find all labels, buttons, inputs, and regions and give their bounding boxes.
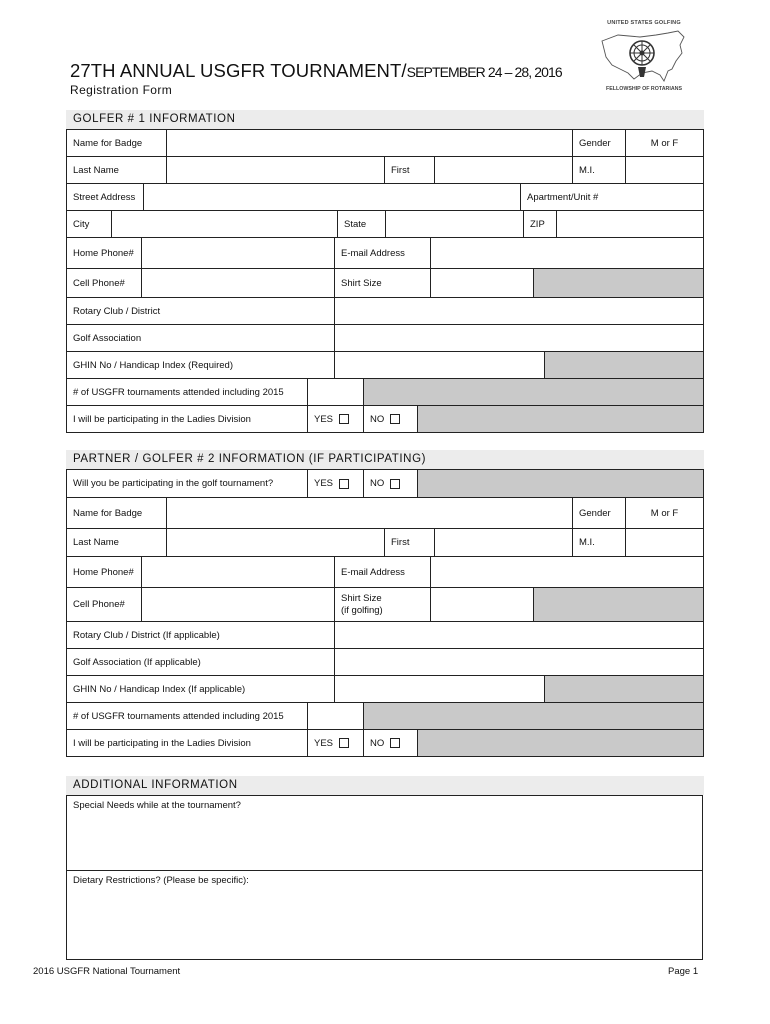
first-name-input[interactable] [435,157,573,184]
shirt-size-input[interactable] [431,269,534,298]
no-label: NO [370,737,385,749]
footer-title: 2016 USGFR National Tournament [33,966,181,977]
ghin-label: GHIN No / Handicap Index (Required) [67,352,335,379]
no-checkbox[interactable] [390,414,400,424]
gender-label: Gender [573,130,626,157]
ladies-no-option[interactable] [364,730,418,757]
yes-label: YES [314,737,334,749]
participating-yes-option[interactable] [308,470,364,498]
ladies-yes-option[interactable] [308,406,364,433]
cell-phone-input[interactable] [142,588,335,622]
golfer1-attendance-table [66,378,704,433]
page-title [70,60,562,82]
golfer1-address-table [66,183,704,211]
shaded-cell [418,470,704,498]
gender-options[interactable]: M or F [626,130,704,157]
mi-label: M.I. [573,529,626,557]
yes-checkbox[interactable] [339,479,349,489]
shirt-size-note: (if golfing) [341,604,383,616]
rotary-club-input[interactable] [335,622,704,649]
page-number: Page 1 [668,966,699,977]
rotary-club-label: Rotary Club / District [67,298,335,325]
logo-bottom-text: FELLOWSHIP OF ROTARIANS [605,86,683,92]
email-label: E-mail Address [335,557,431,588]
cell-phone-label: Cell Phone# [67,588,142,622]
shaded-cell [534,588,704,622]
dietary-restrictions-box[interactable] [66,870,703,960]
last-name-label: Last Name [67,529,167,557]
shaded-cell [545,352,704,379]
logo-top-text: UNITED STATES GOLFING [607,20,681,26]
golfer2-section-header: PARTNER / GOLFER # 2 INFORMATION (IF PARTICIPATING) [66,450,704,469]
yes-checkbox[interactable] [339,414,349,424]
shirt-size-label [335,588,431,622]
tournaments-attended-input[interactable] [308,703,364,730]
rotary-club-label: Rotary Club / District (If applicable) [67,622,335,649]
cell-phone-input[interactable] [142,269,335,298]
title-main: 27TH ANNUAL USGFR TOURNAMENT/ [70,60,407,81]
street-address-input[interactable] [144,184,521,211]
name-for-badge-input[interactable] [167,130,573,157]
ghin-input[interactable] [335,676,545,703]
apartment-label-text: Apartment/Unit # [527,191,599,203]
ladies-division-label: I will be participating in the Ladies Division [67,406,308,433]
first-label: First [385,529,435,557]
mi-label: M.I. [573,157,626,184]
page-subtitle: Registration Form [70,83,173,97]
last-name-label: Last Name [67,157,167,184]
yes-label: YES [314,478,334,489]
name-for-badge-label: Name for Badge [67,498,167,529]
mi-input[interactable] [626,157,704,184]
yes-label: YES [314,413,334,425]
home-phone-input[interactable] [142,557,335,588]
golfer1-table-top [66,129,704,184]
golf-association-input[interactable] [335,325,704,352]
rotary-wheel-usa-map-icon [598,27,690,87]
golfer1-club-table [66,297,704,379]
golf-association-input[interactable] [335,649,704,676]
first-label: First [385,157,435,184]
dietary-restrictions-label: Dietary Restrictions? (Please be specific): [73,875,249,886]
last-name-input[interactable] [167,157,385,184]
shaded-cell [545,676,704,703]
home-phone-label: Home Phone# [67,557,142,588]
apartment-label [521,184,704,211]
email-label: E-mail Address [335,238,431,269]
cell-phone-label: Cell Phone# [67,269,142,298]
name-for-badge-label: Name for Badge [67,130,167,157]
city-label: City [67,211,112,238]
golfer2-name-table [66,497,704,557]
home-phone-input[interactable] [142,238,335,269]
shaded-cell [418,406,704,433]
home-phone-label: Home Phone# [67,238,142,269]
golfer2-contact-table [66,556,704,622]
special-needs-box[interactable] [66,795,703,871]
shaded-cell [418,730,704,757]
no-label: NO [370,413,385,425]
gender-label: Gender [573,498,626,529]
tournaments-attended-label: # of USGFR tournaments attended including 2015 [67,703,308,730]
shirt-size-label: Shirt Size [335,269,431,298]
golfer1-contact-table [66,237,704,298]
golf-association-label: Golf Association (If applicable) [67,649,335,676]
golf-association-label: Golf Association [67,325,335,352]
last-name-input[interactable] [167,529,385,557]
usgfr-logo [594,20,694,95]
shaded-cell [364,703,704,730]
shirt-size-text: Shirt Size [341,592,382,604]
no-checkbox[interactable] [390,738,400,748]
yes-checkbox[interactable] [339,738,349,748]
tournaments-attended-label: # of USGFR tournaments attended including 2015 [67,379,308,406]
shaded-cell [364,379,704,406]
email-input[interactable] [431,557,704,588]
golfer1-city-table [66,210,704,238]
rotary-club-input[interactable] [335,298,704,325]
title-date: SEPTEMBER 24 – 28, 2016 [406,64,562,80]
street-address-label: Street Address [67,184,144,211]
shirt-size-input[interactable] [431,588,534,622]
no-label: NO [370,478,385,489]
golfer2-club-table [66,621,704,703]
ladies-no-option[interactable] [364,406,418,433]
state-label: State [338,211,386,238]
golfer2-participation-table [66,469,704,498]
ladies-division-label: I will be participating in the Ladies Division [67,730,308,757]
ghin-input[interactable] [335,352,545,379]
no-checkbox[interactable] [390,479,400,489]
ladies-yes-option[interactable] [308,730,364,757]
participating-no-option[interactable] [364,470,418,498]
special-needs-label: Special Needs while at the tournament? [73,800,241,811]
shaded-cell [534,269,704,298]
additional-section-header: ADDITIONAL INFORMATION [66,776,704,795]
zip-label: ZIP [524,211,557,238]
participating-label: Will you be participating in the golf tournament? [67,470,308,498]
golfer1-section-header: GOLFER # 1 INFORMATION [66,110,704,129]
email-input[interactable] [431,238,704,269]
tournaments-attended-input[interactable] [308,379,364,406]
gender-options[interactable]: M or F [626,498,704,529]
name-for-badge-input[interactable] [167,498,573,529]
golfer2-attendance-table [66,702,704,757]
first-name-input[interactable] [435,529,573,557]
mi-input[interactable] [626,529,704,557]
state-input[interactable] [386,211,524,238]
zip-input[interactable] [557,211,704,238]
city-input[interactable] [112,211,338,238]
ghin-label: GHIN No / Handicap Index (If applicable) [67,676,335,703]
